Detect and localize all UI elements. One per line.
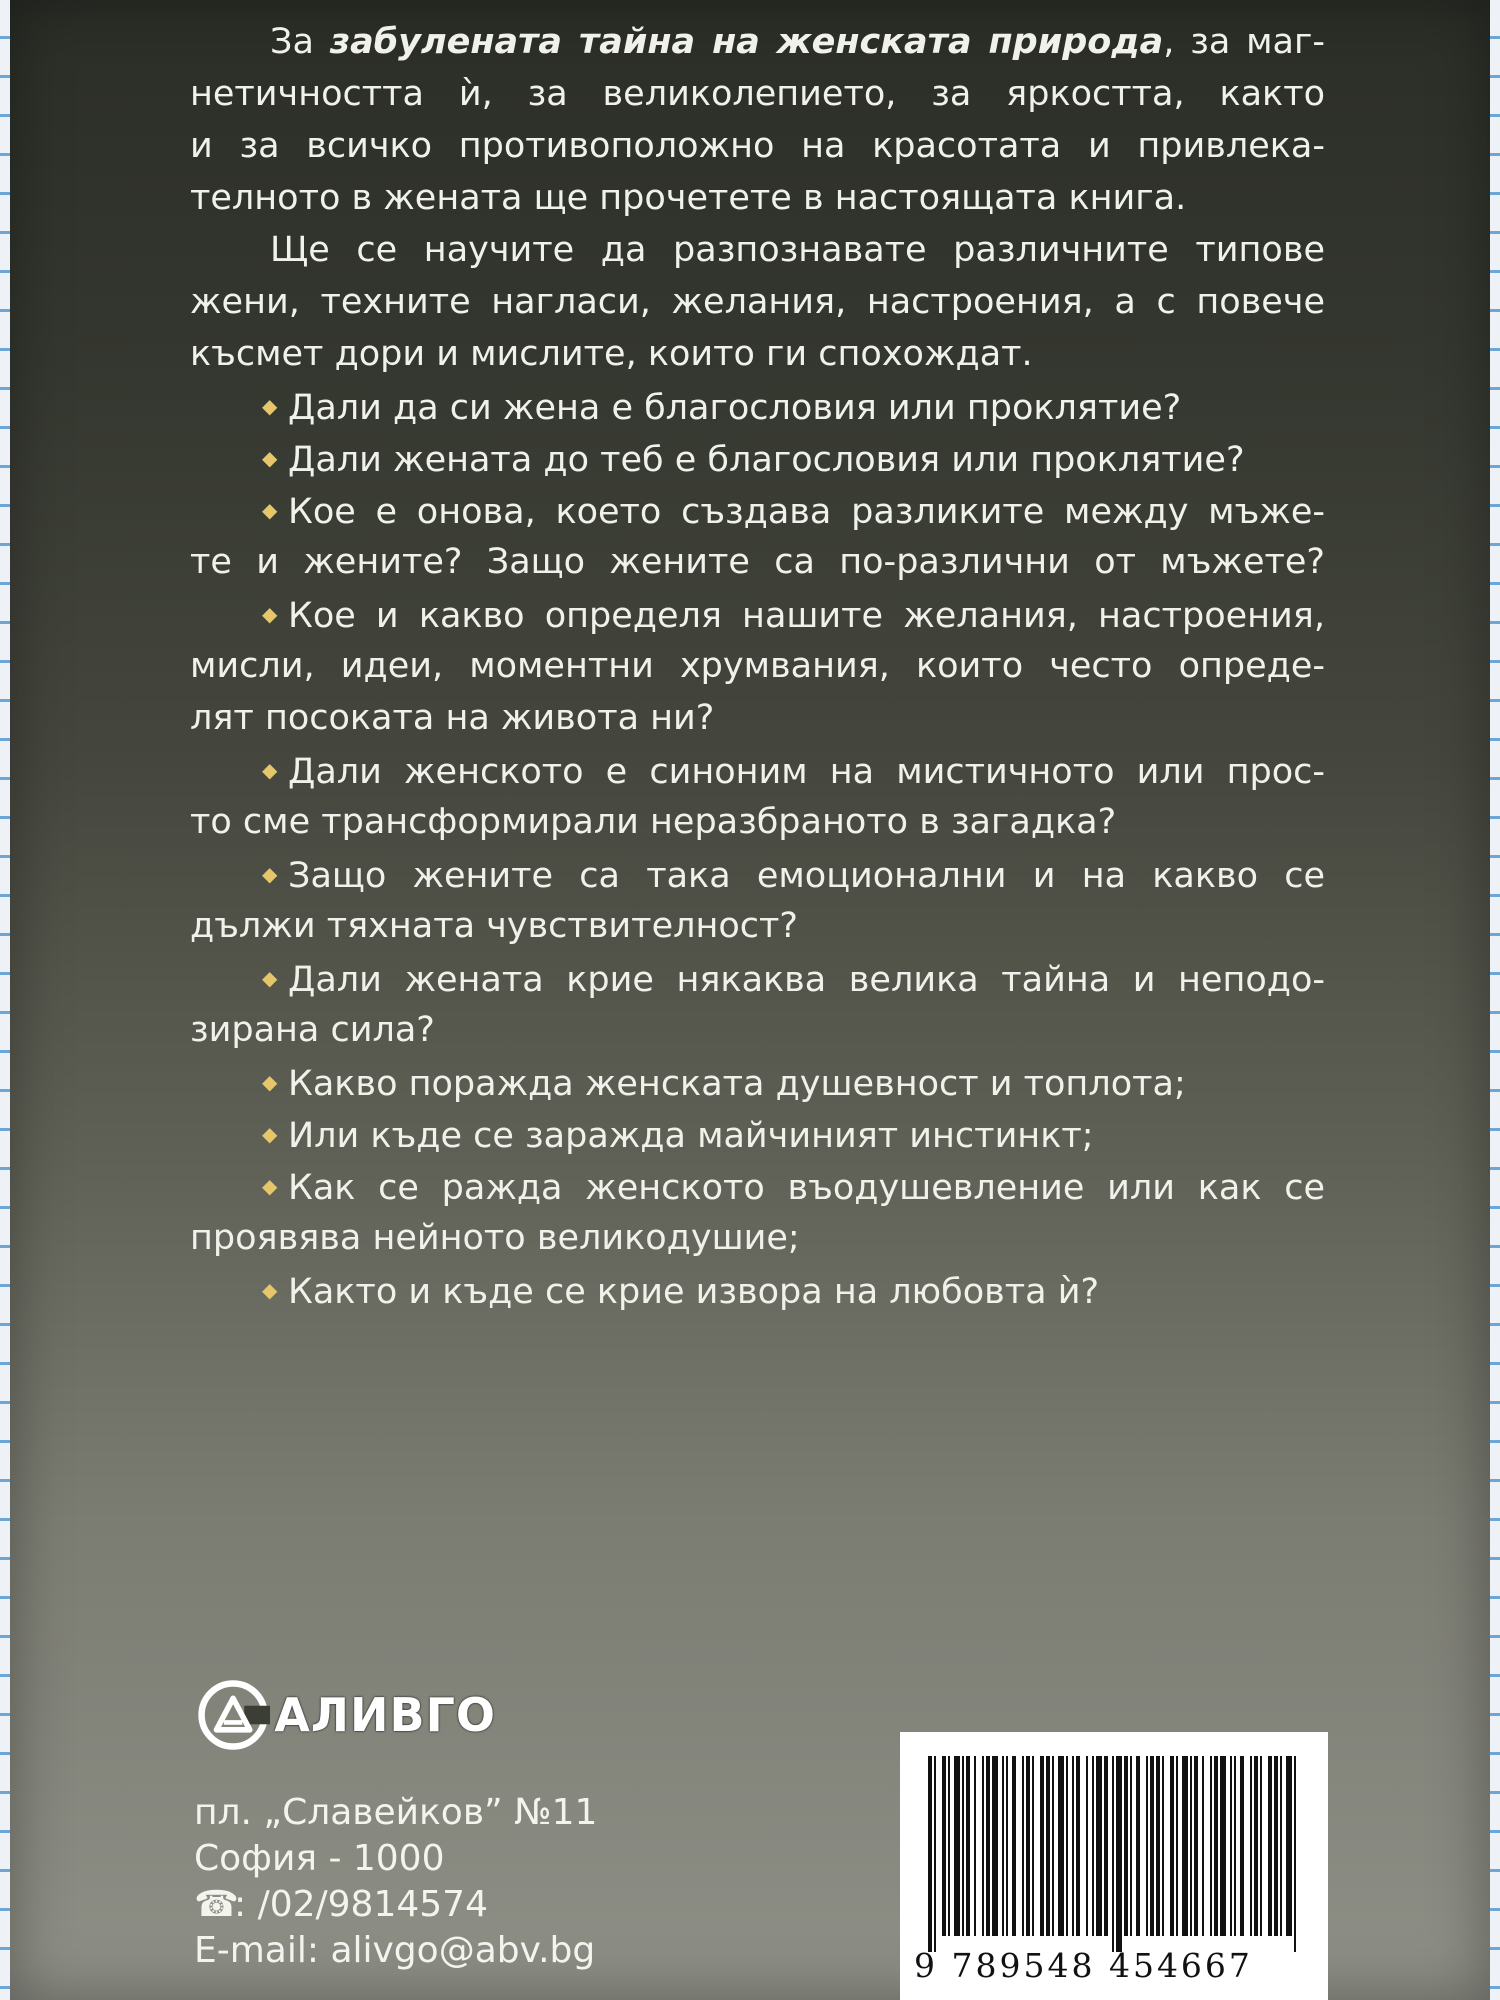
intro-emphasis: забулената тайна на женската природа <box>329 22 1164 62</box>
diamond-bullet-icon: ◆ <box>262 1070 278 1094</box>
barcode-bar <box>1234 1756 1236 1936</box>
description-text <box>190 16 1325 1316</box>
question-10-line-1: ◆ Как се ражда женското въодушевление или как се <box>190 1160 1325 1212</box>
barcode-bar <box>1162 1756 1164 1936</box>
barcode-bar <box>1150 1756 1154 1936</box>
barcode-bar <box>1066 1756 1068 1936</box>
publisher-logo-icon <box>196 1676 270 1754</box>
barcode-bar <box>928 1756 932 1952</box>
barcode-bar <box>1096 1756 1102 1936</box>
barcode-bar <box>1072 1756 1074 1936</box>
barcode-bar <box>1092 1756 1094 1936</box>
question-8: ◆ Какво поражда женската душевност и топлота; <box>190 1056 1325 1108</box>
publisher-address: пл. „Славейков” №11 <box>194 1792 598 1833</box>
diamond-bullet-icon: ◆ <box>262 446 278 470</box>
intro-line-1: За забулената тайна на женската природа, за маг- <box>270 22 1325 62</box>
barcode-bar <box>1076 1756 1080 1936</box>
diamond-bullet-icon: ◆ <box>262 1122 278 1146</box>
book-back-cover <box>10 0 1490 2000</box>
barcode-bar <box>1254 1756 1258 1936</box>
barcode-bar <box>1130 1756 1132 1936</box>
barcode-bar <box>1170 1756 1174 1936</box>
barcode-bar <box>1086 1756 1088 1936</box>
question-3-line-2: те и жените? Защо жените са по-различни от мъжете? <box>190 542 1325 582</box>
question-4-line-3: лят посоката на живота ни? <box>190 698 715 738</box>
barcode-bar <box>1156 1756 1160 1936</box>
question-6-line-1: ◆ Защо жените са така емоционални и на какво се <box>190 848 1325 900</box>
barcode-bar <box>1202 1756 1204 1936</box>
question-9: ◆ Или къде се заражда майчиният инстинкт; <box>190 1108 1325 1160</box>
question-5-line-2: то сме трансформирали неразбраното в загадка? <box>190 802 1117 842</box>
isbn-number: 9 789548 454667 <box>914 1946 1253 1985</box>
barcode-bar <box>1032 1756 1034 1936</box>
barcode-bar <box>1176 1756 1178 1936</box>
barcode-bar <box>1190 1756 1192 1936</box>
notebook-paper-left <box>0 0 10 2000</box>
intro-line-4: телното в жената ще прочетете в настоящата книга. <box>190 178 1187 218</box>
barcode <box>900 1732 1328 2000</box>
barcode-bar <box>966 1756 970 1936</box>
publisher-logo-text: АЛИВГО <box>274 1688 496 1742</box>
barcode-bar <box>1268 1756 1272 1936</box>
intro-line-2: нетичността ѝ, за великолепието, за яркостта, както <box>190 74 1325 114</box>
publisher-city: София - 1000 <box>194 1838 445 1879</box>
publisher-email: E-mail: alivgo@abv.bg <box>194 1930 596 1971</box>
diamond-bullet-icon: ◆ <box>262 1174 278 1198</box>
barcode-bar <box>1214 1756 1218 1936</box>
barcode-bar <box>986 1756 990 1936</box>
barcode-bar <box>1026 1756 1030 1936</box>
barcode-bar <box>1240 1756 1244 1936</box>
publisher-contact <box>194 1790 597 1974</box>
para2-line-3: късмет дори и мислите, които ги спохождат. <box>190 334 1033 374</box>
para2-line-2: жени, техните нагласи, желания, настроения, а с повече <box>190 282 1325 322</box>
question-5-line-1: ◆ Дали женското е синоним на мистичното или прос- <box>190 744 1325 796</box>
publisher-logo <box>196 1675 496 1755</box>
diamond-bullet-icon: ◆ <box>262 394 278 418</box>
barcode-bar <box>1136 1756 1140 1936</box>
diamond-bullet-icon: ◆ <box>262 1278 278 1302</box>
para2-line-1: Ще се научите да разпознавате различните типове <box>270 230 1325 270</box>
barcode-bar <box>1046 1756 1050 1936</box>
barcode-bar <box>1040 1756 1044 1936</box>
phone-icon: ☎ <box>194 1884 239 1925</box>
publisher-phone-row <box>194 1882 597 1928</box>
diamond-bullet-icon: ◆ <box>262 862 278 886</box>
barcode-bar <box>1058 1756 1064 1936</box>
barcode-bars <box>924 1756 1304 1956</box>
question-10-line-2: проявява нейното великодушие; <box>190 1218 800 1258</box>
barcode-bar <box>948 1756 950 1936</box>
barcode-bar <box>1294 1756 1296 1952</box>
barcode-bar <box>1022 1756 1024 1936</box>
barcode-bar <box>1124 1756 1128 1936</box>
barcode-bar <box>992 1756 998 1936</box>
question-4-line-2: мисли, идеи, моментни хрумвания, които често опреде- <box>190 646 1325 686</box>
barcode-bar <box>1250 1756 1252 1936</box>
barcode-bar <box>1116 1756 1122 1952</box>
barcode-bar <box>1006 1756 1008 1936</box>
diamond-bullet-icon: ◆ <box>262 498 278 522</box>
barcode-bar <box>1280 1756 1282 1936</box>
barcode-bar <box>1104 1756 1108 1936</box>
question-1: ◆ Дали да си жена е благословия или проклятие? <box>190 380 1325 432</box>
question-6-line-2: дължи тяхната чувствителност? <box>190 906 798 946</box>
barcode-bar <box>1220 1756 1226 1936</box>
barcode-bar <box>942 1756 946 1936</box>
barcode-bar <box>934 1756 936 1952</box>
barcode-bar <box>1052 1756 1054 1936</box>
intro-line-3: и за всичко противоположно на красотата и привлека- <box>190 126 1325 166</box>
barcode-bar <box>1194 1756 1198 1936</box>
diamond-bullet-icon: ◆ <box>262 758 278 782</box>
barcode-bar <box>974 1756 976 1936</box>
question-11: ◆ Както и къде се крие извора на любовта ѝ? <box>190 1264 1325 1316</box>
question-7-line-2: зирана сила? <box>190 1010 435 1050</box>
barcode-bar <box>954 1756 960 1936</box>
barcode-bar <box>982 1756 984 1936</box>
question-2: ◆ Дали жената до теб е благословия или проклятие? <box>190 432 1325 484</box>
question-7-line-1: ◆ Дали жената крие някаква велика тайна и неподо- <box>190 952 1325 1004</box>
publisher-phone: : /02/9814574 <box>234 1884 488 1925</box>
diamond-bullet-icon: ◆ <box>262 966 278 990</box>
question-3-line-1: ◆ Кое е онова, което създава разликите между мъже- <box>190 484 1325 536</box>
barcode-bar <box>1182 1756 1188 1936</box>
question-4-line-1: ◆ Кое и какво определя нашите желания, настроения, <box>190 588 1325 640</box>
barcode-bar <box>1112 1756 1114 1952</box>
barcode-bar <box>1002 1756 1004 1936</box>
barcode-bar <box>1260 1756 1262 1936</box>
barcode-bar <box>1146 1756 1148 1936</box>
barcode-bar <box>1274 1756 1278 1936</box>
diamond-bullet-icon: ◆ <box>262 602 278 626</box>
barcode-bar <box>1230 1756 1232 1936</box>
notebook-paper-right <box>1490 0 1500 2000</box>
barcode-bar <box>1210 1756 1212 1936</box>
barcode-bar <box>1286 1756 1292 1936</box>
barcode-bar <box>962 1756 964 1936</box>
barcode-bar <box>1012 1756 1016 1936</box>
